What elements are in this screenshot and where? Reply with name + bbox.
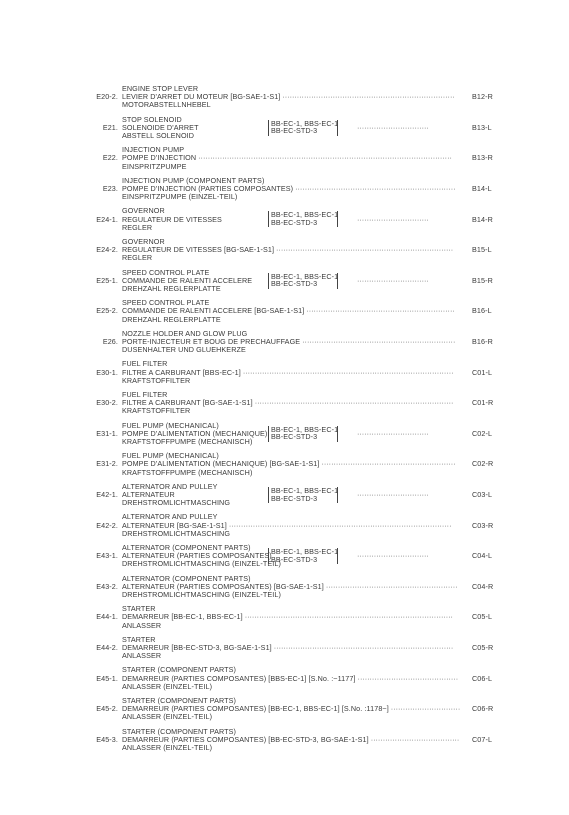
entry-code: E43-1. xyxy=(96,551,118,561)
title-german xyxy=(122,101,455,109)
entry-titles xyxy=(122,513,451,538)
entry-code: E26. xyxy=(102,336,118,346)
title-text: ALTERNATEUR (PARTIES COMPOSANTES) xyxy=(122,551,272,561)
entry-code: E20-2. xyxy=(96,92,118,102)
leader-dots: ························································································ xyxy=(240,367,454,377)
page-reference: C02-R xyxy=(472,459,494,469)
title-text: SPEED CONTROL PLATE xyxy=(122,298,210,308)
leader-dots: ·········································································································· xyxy=(196,153,452,163)
entry-titles xyxy=(122,636,453,661)
entry-titles xyxy=(122,666,458,691)
toc-entry xyxy=(0,330,569,356)
leader-dots: ····························· xyxy=(388,704,461,714)
title-text: ANLASSER xyxy=(122,651,162,661)
leader-dots: ····························································································· xyxy=(226,520,452,530)
entry-titles xyxy=(122,330,455,355)
title-text: FILTRE A CARBURANT [BG-SAE-1-S1] xyxy=(122,398,253,408)
bracket-model: BB-EC-1, BBS-EC-1 xyxy=(271,424,339,434)
title-text: GOVERNOR xyxy=(122,206,165,216)
title-text: REGULATEUR DE VITESSES [BG-SAE-1-S1] xyxy=(122,245,275,255)
title-text: SPEED CONTROL PLATE xyxy=(122,267,210,277)
entry-code: E43-2. xyxy=(96,581,118,591)
title-german xyxy=(122,622,453,630)
entry-titles xyxy=(122,483,230,508)
title-german xyxy=(122,652,453,660)
title-german xyxy=(122,285,252,293)
title-text: POMPE D'ALIMENTATION (MECHANIQUE) xyxy=(122,428,268,438)
title-german xyxy=(122,193,456,201)
bracket-model: BB-EC-STD-3 xyxy=(271,554,318,564)
entry-code: E31-1. xyxy=(96,428,118,438)
toc-entry xyxy=(0,697,569,723)
title-text: STARTER xyxy=(122,604,156,614)
entry-code: E25-1. xyxy=(96,275,118,285)
bracket-model: BB-EC-1, BBS-EC-1 xyxy=(271,547,339,556)
bracket-model: BB-EC-STD-3 xyxy=(271,218,318,228)
title-german xyxy=(122,591,458,599)
title-text: ALTERNATOR (COMPONENT PARTS) xyxy=(122,573,251,583)
title-text: DREHSTROMLICHTMASCHING (EINZEL-TEIL) xyxy=(122,589,281,599)
title-text: ALTERNATEUR [BG-SAE-1-S1] xyxy=(122,520,227,530)
model-bracket xyxy=(268,120,338,136)
title-french xyxy=(122,644,453,652)
entry-titles xyxy=(122,238,453,263)
title-german xyxy=(122,163,452,171)
leader-dots: ··········································································· xyxy=(271,642,454,652)
leader-dots: ······················································································· xyxy=(242,612,453,622)
title-text: ANLASSER xyxy=(122,620,162,630)
entry-code: E30-1. xyxy=(96,367,118,377)
title-german xyxy=(122,713,460,721)
entry-code: E24-2. xyxy=(96,245,118,255)
leader-dots: ·········································· xyxy=(355,673,459,683)
title-french xyxy=(122,246,453,254)
toc-entry xyxy=(0,391,569,417)
title-text: ANLASSER (EINZEL-TEIL) xyxy=(122,712,213,722)
toc-entry xyxy=(0,544,569,570)
title-german xyxy=(122,346,455,354)
page-reference: C01-L xyxy=(472,367,493,377)
title-text: DREHZAHL REGLERPLATTE xyxy=(122,314,221,324)
leader-dots: ······················································· xyxy=(323,581,458,591)
toc-entry xyxy=(0,452,569,478)
model-bracket xyxy=(268,548,338,564)
bracket-model: BB-EC-STD-3 xyxy=(271,279,318,289)
entry-code: E22. xyxy=(102,153,118,163)
entry-titles xyxy=(122,360,453,385)
title-text: LEVIER D'ARRET DU MOTEUR [BG-SAE-1-S1] xyxy=(122,92,281,102)
entry-code: E45-3. xyxy=(96,734,118,744)
page-reference: C02-L xyxy=(472,428,493,438)
entry-titles xyxy=(122,605,453,630)
title-german xyxy=(122,224,222,232)
page-reference: C05-L xyxy=(472,612,493,622)
toc-entry xyxy=(0,85,569,111)
entry-titles xyxy=(122,116,199,141)
toc-entry xyxy=(0,483,569,509)
toc-entry xyxy=(0,238,569,264)
page-reference: B15-R xyxy=(472,275,493,285)
title-text: COMMANDE DE RALENTI ACCELERE [BG-SAE-1-S1] xyxy=(122,306,305,316)
title-text: ANLASSER (EINZEL-TEIL) xyxy=(122,681,213,691)
page-reference: B16-R xyxy=(472,336,493,346)
title-german xyxy=(122,407,453,415)
title-text: DEMARREUR [BB-EC-1, BBS-EC-1] xyxy=(122,612,243,622)
page-reference: C06-R xyxy=(472,704,494,714)
page-reference: B14-L xyxy=(472,183,492,193)
entry-code: E21. xyxy=(102,122,118,132)
entry-code: E42-1. xyxy=(96,489,118,499)
entry-code: E24-1. xyxy=(96,214,118,224)
title-german xyxy=(122,316,455,324)
entry-titles xyxy=(122,544,281,569)
title-german xyxy=(122,499,230,507)
title-text: DREHSTROMLICHTMASCHING xyxy=(122,498,231,508)
title-text: FILTRE A CARBURANT [BBS-EC-1] xyxy=(122,367,241,377)
leader-dots: ··································································· xyxy=(293,183,456,193)
title-text: ANLASSER (EINZEL-TEIL) xyxy=(122,742,213,752)
title-text: STOP SOLENOID xyxy=(122,114,182,124)
title-text: DREHSTROMLICHTMASCHING xyxy=(122,528,231,538)
title-german xyxy=(122,683,458,691)
title-text: DREHZAHL REGLERPLATTE xyxy=(122,283,221,293)
title-text: SOLENOIDE D'ARRET xyxy=(122,122,199,132)
entry-code: E45-2. xyxy=(96,704,118,714)
toc-entry xyxy=(0,269,569,295)
page-reference: B13-R xyxy=(472,153,493,163)
toc-entry xyxy=(0,575,569,601)
leader-dots: ································································ xyxy=(300,336,456,346)
title-german xyxy=(122,530,451,538)
toc-entry xyxy=(0,422,569,448)
bracket-model: BB-EC-1, BBS-EC-1 xyxy=(271,118,339,128)
title-text: ABSTELL SOLENOID xyxy=(122,130,195,140)
page-reference: B14-R xyxy=(472,214,493,224)
entry-titles xyxy=(122,207,222,232)
entry-titles xyxy=(122,85,455,110)
title-text: FUEL PUMP (MECHANICAL) xyxy=(122,420,219,430)
leader-dots: ························································ xyxy=(319,459,456,469)
title-text: FUEL FILTER xyxy=(122,359,168,369)
title-german xyxy=(122,438,267,446)
entry-titles xyxy=(122,575,458,600)
toc-entry xyxy=(0,513,569,539)
title-german xyxy=(122,560,281,568)
toc-entry xyxy=(0,360,569,386)
toc-entry xyxy=(0,177,569,203)
title-text: ALTERNATOR AND PULLEY xyxy=(122,481,218,491)
title-french xyxy=(122,613,453,621)
title-text: STARTER (COMPONENT PARTS) xyxy=(122,665,237,675)
toc-entry xyxy=(0,116,569,142)
toc-entry xyxy=(0,299,569,325)
title-text: KRAFTSTOFFPUMPE (MECHANISCH) xyxy=(122,436,253,446)
entry-code: E31-2. xyxy=(96,459,118,469)
title-text: DEMARREUR (PARTIES COMPOSANTES) [BBS-EC-1] [S.No. :~1177] xyxy=(122,673,356,683)
entry-titles xyxy=(122,422,267,447)
title-text: REGLER xyxy=(122,253,153,263)
entry-code: E44-1. xyxy=(96,612,118,622)
title-text: STARTER (COMPONENT PARTS) xyxy=(122,696,237,705)
leader-dots: ······························ xyxy=(357,489,429,499)
leader-dots: ······························ xyxy=(357,428,429,438)
page-reference: C04-R xyxy=(472,581,494,591)
page-reference: C03-L xyxy=(472,489,493,499)
title-text: ALTERNATEUR (PARTIES COMPOSANTES) [BG-SAE-1-S1] xyxy=(122,581,324,591)
bracket-model: BB-EC-1, BBS-EC-1 xyxy=(271,210,339,220)
title-text: DEMARREUR (PARTIES COMPOSANTES) [BB-EC-1, BBS-EC-1] [S.No. :1178~] xyxy=(122,704,389,714)
leader-dots: ······························ xyxy=(357,551,429,561)
entry-titles xyxy=(122,299,455,324)
title-text: POMPE D'ALIMENTATION (MECHANIQUE) [BG-SAE-1-S1] xyxy=(122,459,320,469)
title-text: FUEL PUMP (MECHANICAL) xyxy=(122,451,219,461)
title-text: EINSPRITZPUMPE xyxy=(122,161,187,171)
toc-entry xyxy=(0,146,569,172)
page-reference: C04-L xyxy=(472,551,493,561)
leader-dots: ······························································ xyxy=(304,306,455,316)
title-text: NOZZLE HOLDER AND GLOW PLUG xyxy=(122,328,248,338)
model-bracket xyxy=(268,273,338,289)
title-text: REGULATEUR DE VITESSES xyxy=(122,214,222,224)
entry-titles xyxy=(122,391,453,416)
title-german xyxy=(122,377,453,385)
entry-titles xyxy=(122,697,460,722)
bracket-model: BB-EC-STD-3 xyxy=(271,126,318,136)
title-text: DUSENHALTER UND GLUEHKERZE xyxy=(122,345,246,355)
page-reference: B13-L xyxy=(472,122,492,132)
toc-entry xyxy=(0,666,569,692)
title-text: ALTERNATEUR xyxy=(122,489,175,499)
page-reference: C06-L xyxy=(472,673,493,683)
title-text: KRAFTSTOFFILTER xyxy=(122,406,191,416)
title-text: COMMANDE DE RALENTI ACCELERE xyxy=(122,275,253,285)
model-bracket xyxy=(268,426,338,442)
bracket-model: BB-EC-STD-3 xyxy=(271,432,318,442)
model-bracket xyxy=(268,487,338,503)
toc-entry xyxy=(0,636,569,662)
leader-dots: ······························ xyxy=(357,214,429,224)
entry-code: E44-2. xyxy=(96,642,118,652)
page-reference: C01-R xyxy=(472,398,494,408)
entry-code: E25-2. xyxy=(96,306,118,316)
entry-code: E23. xyxy=(102,183,118,193)
bracket-model: BB-EC-1, BBS-EC-1 xyxy=(271,485,339,495)
title-text: STARTER xyxy=(122,634,156,644)
title-text: POMPE D'INJECTION (PARTIES COMPOSANTES) xyxy=(122,183,294,193)
title-text: DEMARREUR [BB-EC-STD-3, BG-SAE-1-S1] xyxy=(122,642,272,652)
title-text: KRAFTSTOFFPUMPE (MECHANISCH) xyxy=(122,467,253,477)
leader-dots: ·········································································· xyxy=(274,245,454,255)
title-text: POMPE D'INJECTION xyxy=(122,153,197,163)
entry-titles xyxy=(122,452,456,477)
title-german xyxy=(122,132,199,140)
page-reference: C07-L xyxy=(472,734,493,744)
entry-code: E42-2. xyxy=(96,520,118,530)
title-text: ALTERNATOR (COMPONENT PARTS) xyxy=(122,543,251,552)
title-text: EINSPRITZPUMPE (EINZEL-TEIL) xyxy=(122,192,238,202)
toc-entry xyxy=(0,605,569,631)
entry-code: E30-2. xyxy=(96,398,118,408)
entry-code: E45-1. xyxy=(96,673,118,683)
leader-dots: ········································································ xyxy=(280,92,455,102)
leader-dots: ····································· xyxy=(368,734,460,744)
title-text: INJECTION PUMP xyxy=(122,145,185,155)
title-text: DEMARREUR (PARTIES COMPOSANTES) [BB-EC-STD-3, BG-SAE-1-S1] xyxy=(122,734,369,744)
leader-dots: ··················································································· xyxy=(252,398,454,408)
toc-entry xyxy=(0,207,569,233)
bracket-model: BB-EC-STD-3 xyxy=(271,493,318,503)
title-german xyxy=(122,744,459,752)
bracket-model: BB-EC-1, BBS-EC-1 xyxy=(271,271,339,281)
page-reference: B12-R xyxy=(472,92,493,102)
title-german xyxy=(122,254,453,262)
title-text: REGLER xyxy=(122,222,153,232)
title-text: DREHSTROMLICHTMASCHING (EINZEL-TEIL) xyxy=(122,559,281,569)
title-german xyxy=(122,469,456,477)
model-bracket xyxy=(268,211,338,227)
entry-titles xyxy=(122,146,452,171)
title-text: ALTERNATOR AND PULLEY xyxy=(122,512,218,522)
title-text: MOTORABSTELLNHEBEL xyxy=(122,100,211,110)
page-reference: C03-R xyxy=(472,520,494,530)
title-text: KRAFTSTOFFILTER xyxy=(122,375,191,385)
toc-entry xyxy=(0,728,569,754)
entry-titles xyxy=(122,728,459,753)
page-reference: B15-L xyxy=(472,245,492,255)
title-text: FUEL FILTER xyxy=(122,390,168,399)
entry-titles xyxy=(122,269,252,294)
leader-dots: ······························ xyxy=(357,275,429,285)
entry-titles xyxy=(122,177,456,202)
leader-dots: ······························ xyxy=(357,122,429,132)
title-text: STARTER (COMPONENT PARTS) xyxy=(122,726,237,736)
page-reference: B16-L xyxy=(472,306,492,316)
page-reference: C05-R xyxy=(472,642,494,652)
title-text: INJECTION PUMP (COMPONENT PARTS) xyxy=(122,175,265,185)
title-text: ENGINE STOP LEVER xyxy=(122,84,199,93)
title-text: GOVERNOR xyxy=(122,237,165,246)
title-text: PORTE-INJECTEUR ET BOUG DE PRECHAUFFAGE xyxy=(122,336,301,346)
